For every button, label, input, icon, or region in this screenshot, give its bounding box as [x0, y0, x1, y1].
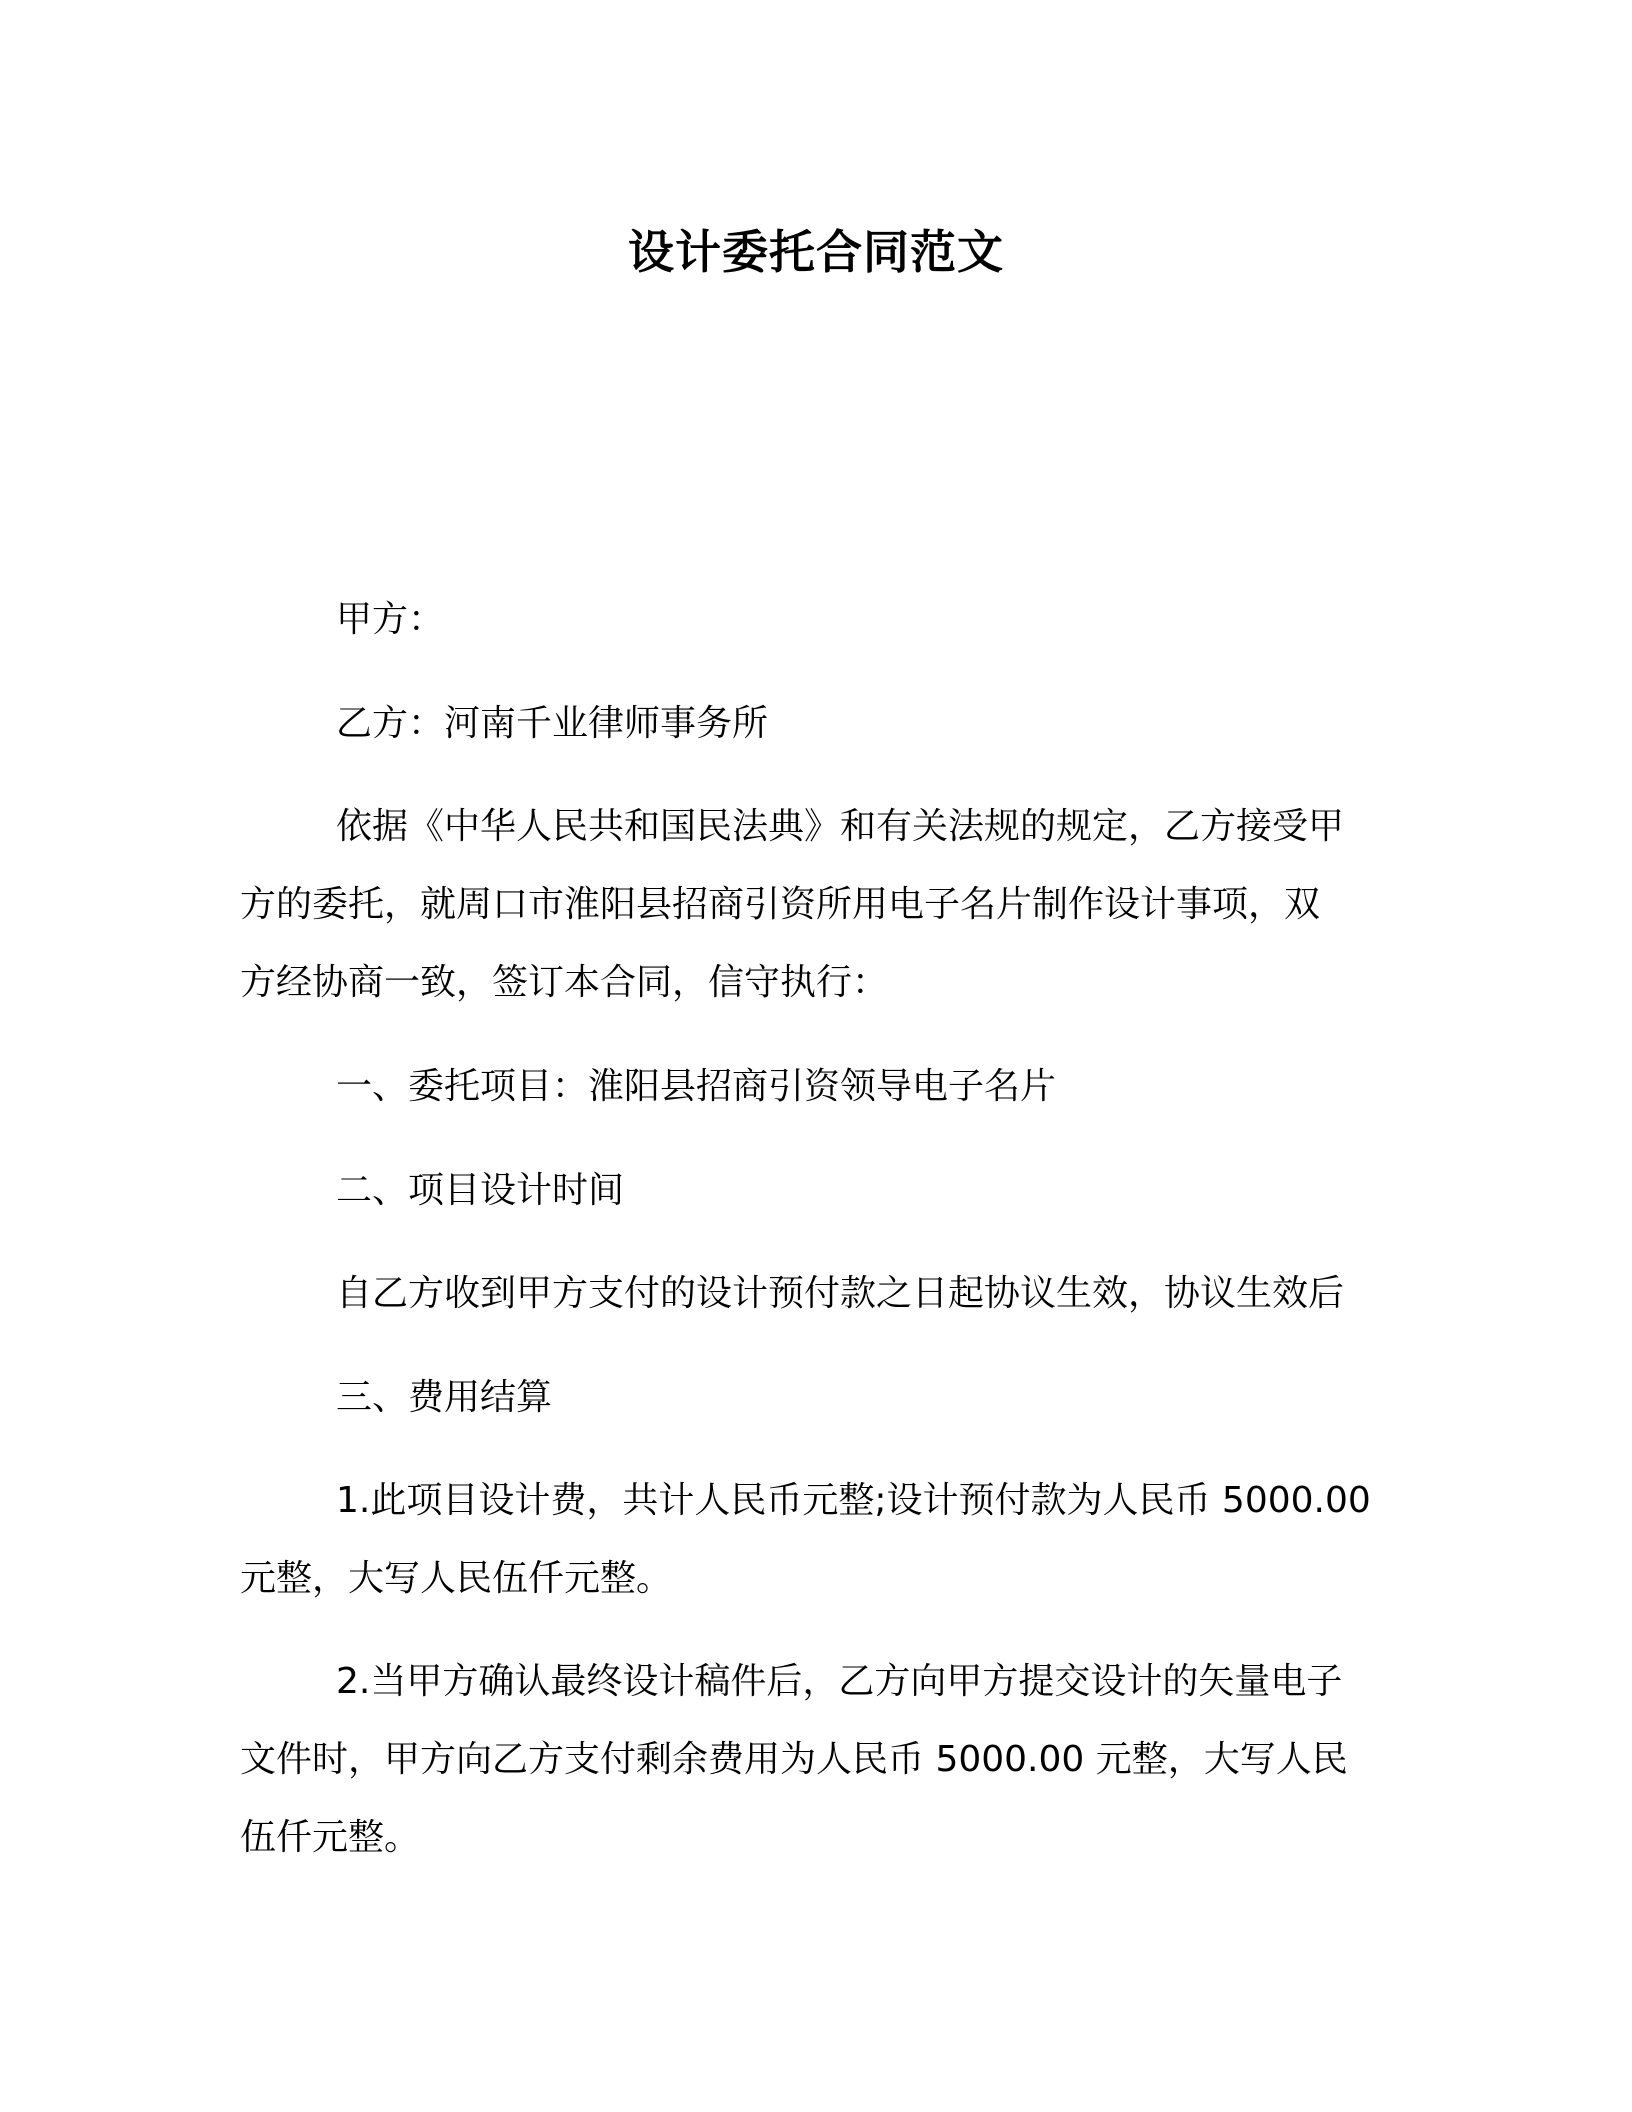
- item-1-line-1: 1.此项目设计费，共计人民币元整;设计预付款为人民币 5000.00: [336, 1480, 1371, 1521]
- party-a-line: [240, 581, 1390, 659]
- item-2-paragraph: [240, 1643, 1390, 1877]
- party-a-text: 甲方：: [336, 599, 445, 640]
- intro-line-1: 依据《中华人民共和国民法典》和有关法规的规定，乙方接受甲: [336, 806, 1345, 847]
- intro-line-2: 方的委托，就周口市淮阳县招商引资所用电子名片制作设计事项，双: [240, 884, 1321, 925]
- party-b-text: 乙方：河南千业律师事务所: [336, 703, 769, 744]
- document-title: 设计委托合同范文: [628, 225, 1004, 279]
- item-2-line-3: 伍仟元整。: [240, 1817, 421, 1858]
- item-1-paragraph: [240, 1462, 1390, 1618]
- section-1-heading: [240, 1048, 1390, 1126]
- section-3-text: 三、费用结算: [336, 1377, 553, 1418]
- item-2-line-2: 文件时，甲方向乙方支付剩余费用为人民币 5000.00 元整，大写人民: [240, 1739, 1348, 1780]
- section-2-body-text: 自乙方收到甲方支付的设计预付款之日起协议生效，协议生效后: [336, 1273, 1345, 1314]
- party-b-line: [240, 685, 1390, 763]
- intro-paragraph: [240, 788, 1390, 1022]
- section-2-heading: [240, 1152, 1390, 1230]
- item-1-line-2: 元整，大写人民伍仟元整。: [240, 1558, 673, 1599]
- section-3-heading: [240, 1359, 1390, 1437]
- intro-line-3: 方经协商一致，签订本合同，信守执行：: [240, 962, 889, 1003]
- section-2-text: 二、项目设计时间: [336, 1170, 625, 1211]
- section-2-body: [240, 1255, 1390, 1333]
- item-2-line-1: 2.当甲方确认最终设计稿件后，乙方向甲方提交设计的矢量电子: [336, 1661, 1343, 1702]
- section-1-text: 一、委托项目：淮阳县招商引资领导电子名片: [336, 1066, 1057, 1107]
